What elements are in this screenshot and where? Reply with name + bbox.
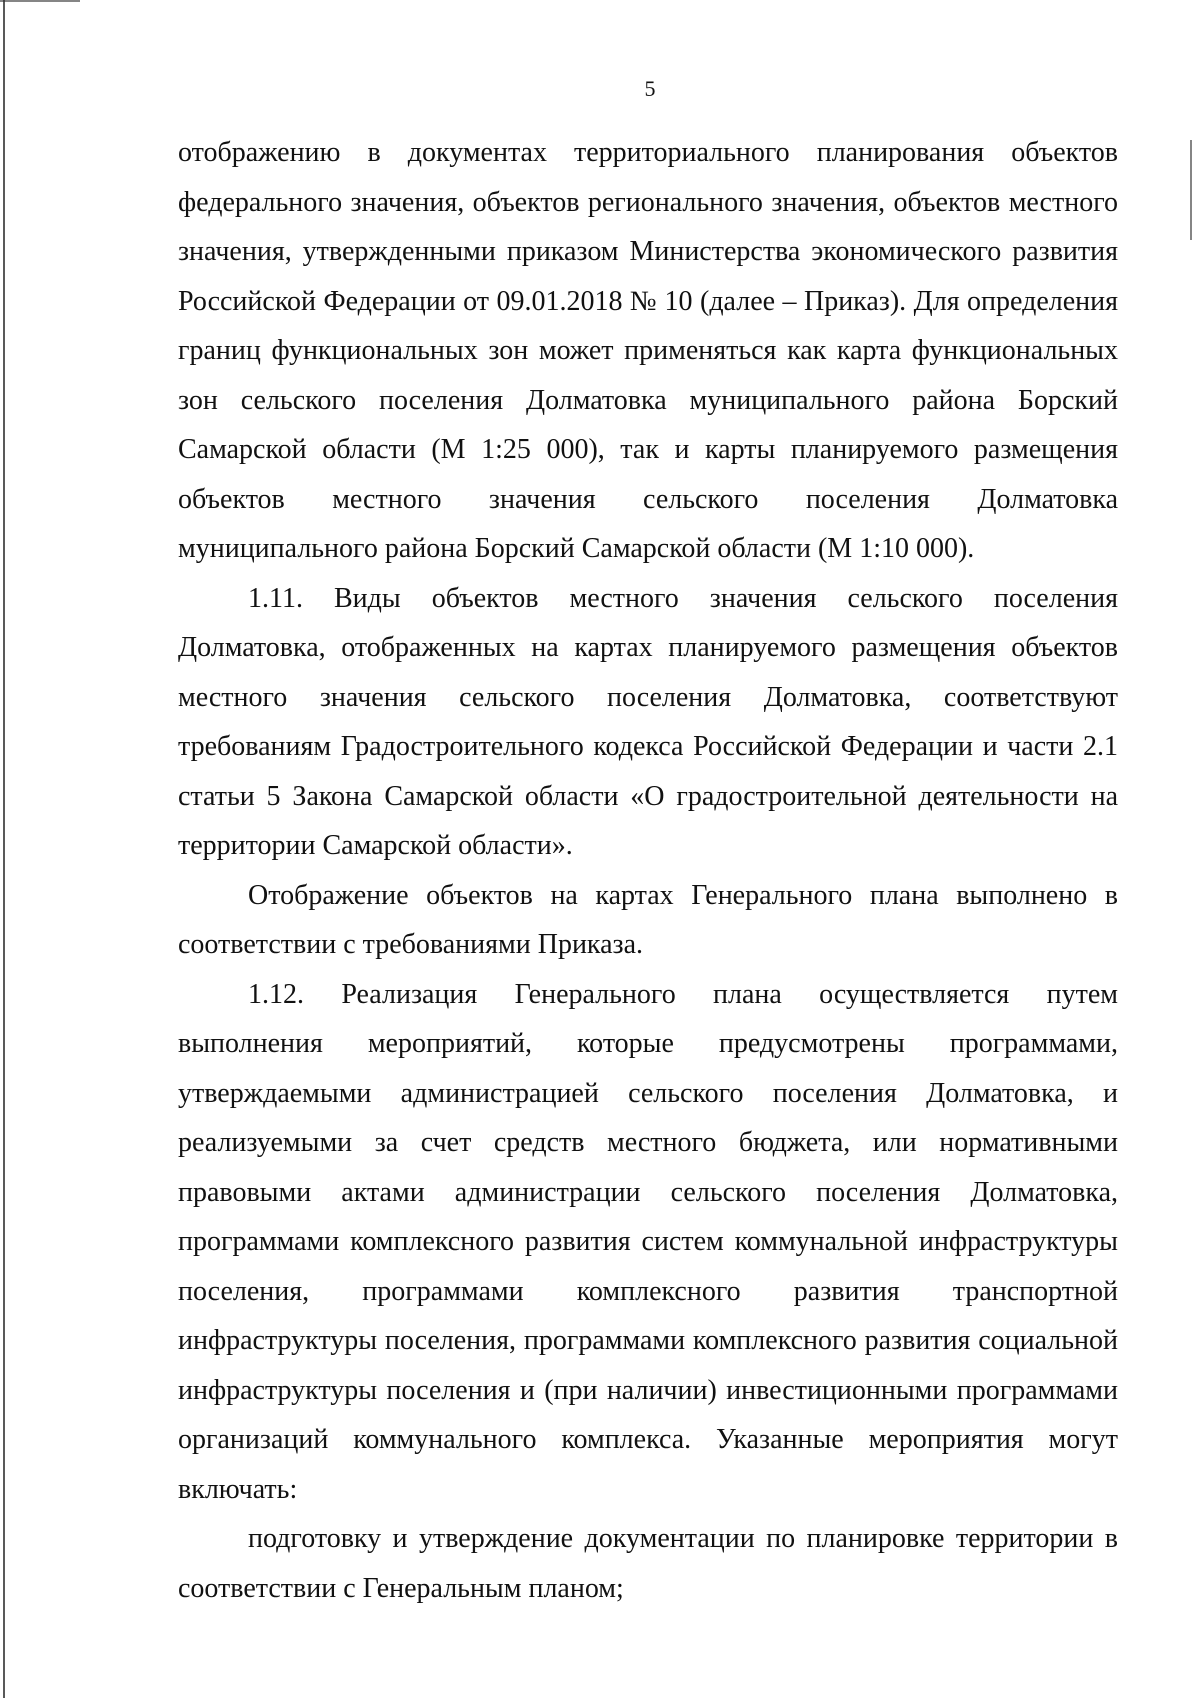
paragraph-1-12: 1.12. Реализация Генерального плана осуществляется путем выполнения мероприятий, которые предусмотрены программами, утверждаемыми администрацией сельского поселения Долматовка, и реализуемыми за счет средств местного бюджета, или нормативными правовыми актами администрации сельского поселения Долматовка, программами комплексного развития систем коммунальной инфраструктуры поселения, программами комплексного развития транспортной инфраструктуры поселения, программами комплексного развития социальной инфраструктуры поселения и (при наличии) инвестиционными программами организаций коммунального комплекса. Указанные мероприятия могут включать: [178,978,1118,1505]
document-body [178,128,1118,1613]
page-number: 5 [644,76,656,101]
scan-edge-right [1190,140,1192,240]
paragraph-continuation: отображению в документах территориального планирования объектов федерального значения, объектов регионального значения, объектов местного значения, утвержденными приказом Министерства экономического развития Российской Федерации от 09.01.2018 № 10 (далее – Приказ). Для определения границ функциональных зон может применяться как карта функциональных зон сельского поселения Долматовка муниципального района Борский Самарской области (М 1:25 000), так и карты планируемого размещения объектов местного значения сельского поселения Долматовка муниципального района Борский Самарской области (М 1:10 000). [178,137,1118,564]
scan-edge-left [3,0,5,1698]
paragraph-1-11: 1.11. Виды объектов местного значения сельского поселения Долматовка, отображенных на картах планируемого размещения объектов местного значения сельского поселения Долматовка, соответствуют требованиям Градостроительного кодекса Российской Федерации и части 2.1 статьи 5 Закона Самарской области «О градостроительной деятельности на территории Самарской области». [178,582,1118,861]
paragraph-planning-documentation: подготовку и утверждение документации по планировке территории в соответствии с Генеральным планом; [178,1523,1118,1604]
paragraph-display-objects: Отображение объектов на картах Генерального плана выполнено в соответствии с требованиями Приказа. [178,879,1118,960]
scan-edge-top [0,0,80,2]
